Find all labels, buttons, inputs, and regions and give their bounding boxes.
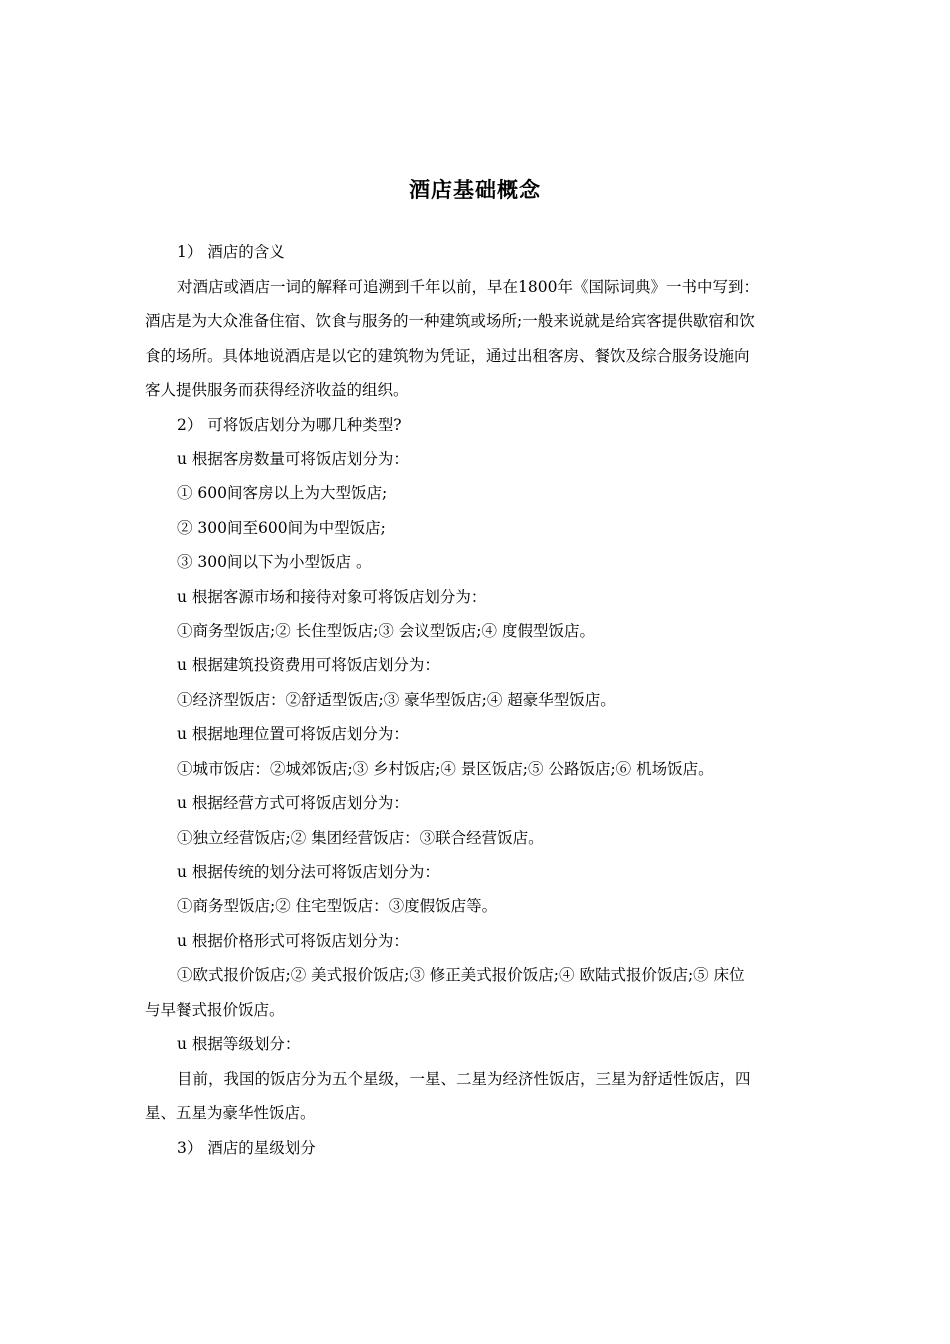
document-title: 酒店基础概念 bbox=[409, 178, 541, 202]
section-heading-1: 1） 酒店的含义 bbox=[177, 243, 285, 261]
list-item: 与早餐式报价饭店。 bbox=[145, 1001, 285, 1019]
paragraph-line: 星、五星为豪华性饭店。 bbox=[145, 1104, 316, 1122]
bullet-heading: u 根据客源市场和接待对象可将饭店划分为： bbox=[177, 588, 487, 606]
list-item: ③ 300间以下为小型饭店 。 bbox=[177, 553, 372, 571]
list-item: ① 600间客房以上为大型饭店; bbox=[177, 484, 388, 502]
paragraph-line: 目前，我国的饭店分为五个星级，一星、二星为经济性饭店，三星为舒适性饭店，四 bbox=[177, 1070, 751, 1088]
section-heading-2: 2） 可将饭店划分为哪几种类型? bbox=[177, 416, 402, 434]
list-item: ①欧式报价饭店;② 美式报价饭店;③ 修正美式报价饭店;④ 欧陆式报价饭店;⑤ 床位 bbox=[177, 966, 745, 984]
paragraph-line: 对酒店或酒店一词的解释可追溯到千年以前，早在1800年《国际词典》一书中写到： bbox=[177, 278, 759, 296]
bullet-heading: u 根据地理位置可将饭店划分为： bbox=[177, 725, 409, 743]
paragraph-line: 食的场所。具体地说酒店是以它的建筑物为凭证，通过出租客房、餐饮及综合服务设施向 bbox=[145, 347, 750, 365]
paragraph-line: 酒店是为大众准备住宿、饮食与服务的一种建筑或场所;一般来说就是给宾客提供歇宿和饮 bbox=[145, 312, 755, 330]
bullet-heading: u 根据客房数量可将饭店划分为： bbox=[177, 450, 409, 468]
list-item: ①经济型饭店：②舒适型饭店;③ 豪华型饭店;④ 超豪华型饭店。 bbox=[177, 691, 616, 709]
list-item: ①商务型饭店;② 住宅型饭店：③度假饭店等。 bbox=[177, 897, 498, 915]
list-item: ② 300间至600间为中型饭店; bbox=[177, 519, 386, 537]
paragraph-line: 客人提供服务而获得经济收益的组织。 bbox=[145, 381, 409, 399]
section-heading-3: 3） 酒店的星级划分 bbox=[177, 1139, 316, 1157]
bullet-heading: u 根据价格形式可将饭店划分为： bbox=[177, 932, 409, 950]
list-item: ①商务型饭店;② 长住型饭店;③ 会议型饭店;④ 度假型饭店。 bbox=[177, 622, 595, 640]
bullet-heading: u 根据传统的划分法可将饭店划分为： bbox=[177, 863, 440, 881]
list-item: ①独立经营饭店;② 集团经营饭店：③联合经营饭店。 bbox=[177, 829, 544, 847]
bullet-heading: u 根据建筑投资费用可将饭店划分为： bbox=[177, 656, 440, 674]
list-item: ①城市饭店：②城郊饭店;③ 乡村饭店;④ 景区饭店;⑤ 公路饭店;⑥ 机场饭店。 bbox=[177, 760, 714, 778]
bullet-heading: u 根据经营方式可将饭店划分为： bbox=[177, 794, 409, 812]
bullet-heading: u 根据等级划分： bbox=[177, 1035, 301, 1053]
